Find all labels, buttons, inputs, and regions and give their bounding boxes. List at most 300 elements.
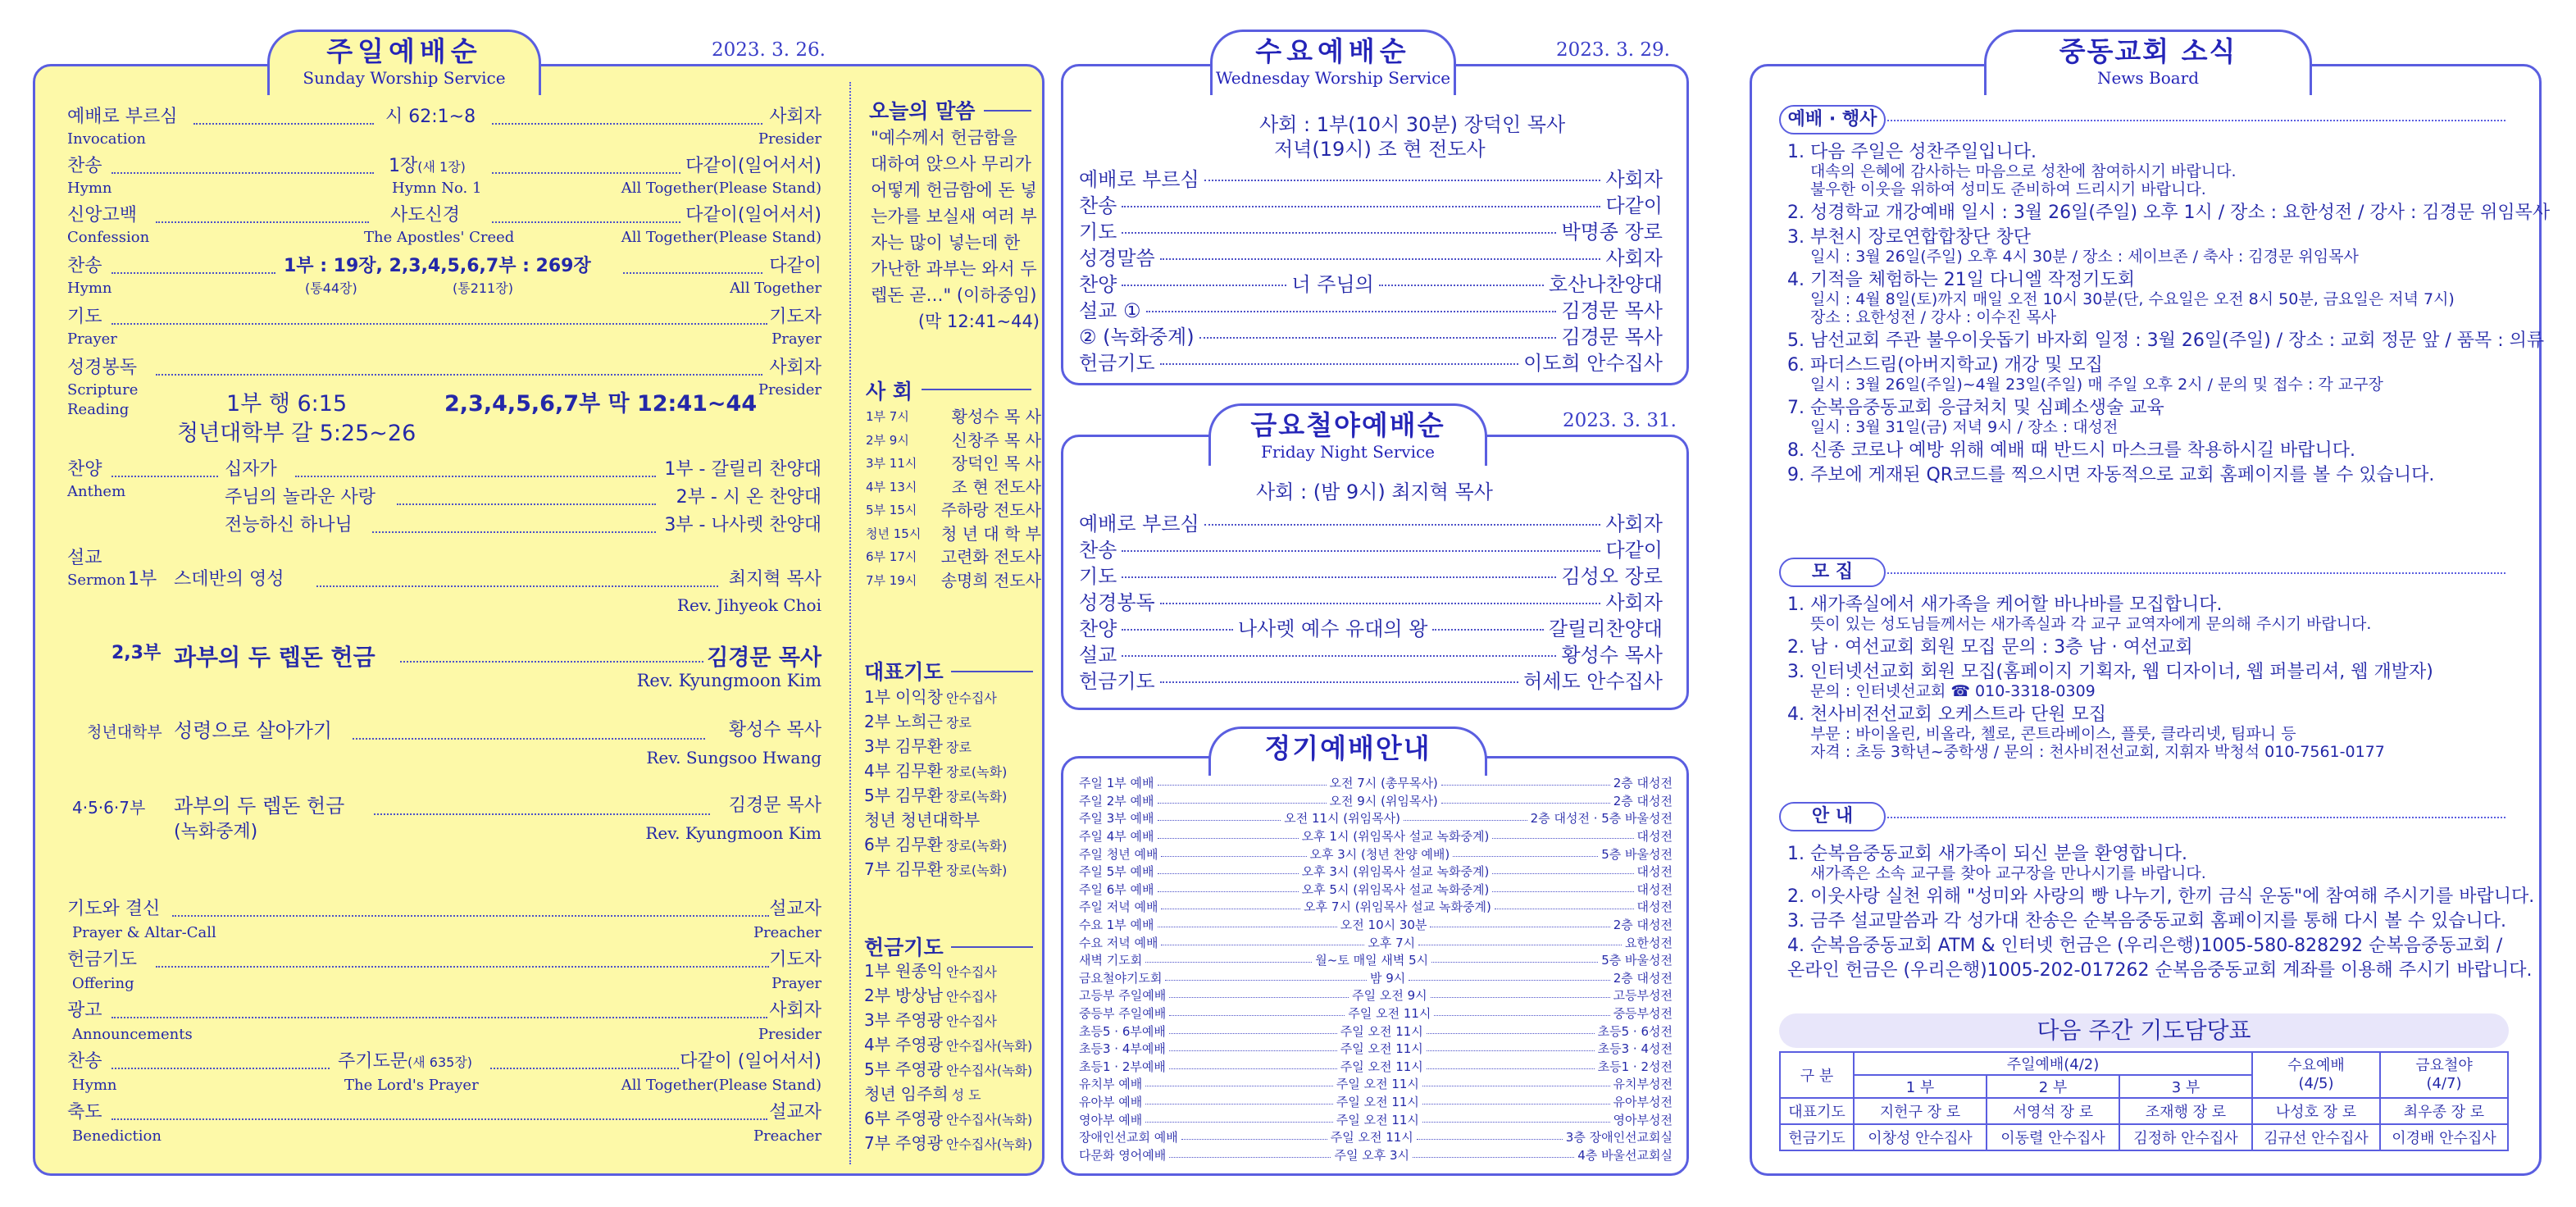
regular-time: 오후 5시 (위임목사 설교 녹화중계) (1301, 881, 1490, 897)
rep-prayer-name: 김무환 (895, 736, 944, 756)
dot-leader (1427, 1068, 1595, 1069)
benediction-label: 축도 (67, 1102, 102, 1123)
rep-prayer-part: 2부 (864, 712, 891, 731)
rep-prayer-name: 김무환 (895, 761, 944, 781)
order-person: 이도희 안수집사 (1523, 351, 1663, 375)
sunday-title: 주일예배순 (326, 35, 482, 67)
pt-h-fri (2380, 1052, 2508, 1098)
regular-service-list (1079, 774, 1673, 1164)
sermon1-part: 1부 (128, 569, 157, 590)
mc-row (866, 452, 1041, 476)
hymn2-mid: 1부 : 19장, 2,3,4,5,6,7부 : 269장 (284, 256, 591, 276)
regular-name: 주일 청년 예배 (1079, 846, 1158, 862)
regular-time: 오전 10시 30분 (1340, 918, 1427, 933)
dot-leader (1422, 1122, 1610, 1123)
news-item: 온라인 헌금은 (우리은행)1005-202-017262 순복음중동교회 계좌를 이용해 주시기 바랍니다. (1787, 960, 2533, 981)
rep-prayer-list (864, 685, 1040, 882)
sermon4-part: 4·5·6·7부 (72, 798, 146, 818)
order-person: 다같이 (1605, 538, 1663, 562)
rep-prayer-name: 김무환 (895, 786, 944, 805)
offering-prayer-row (864, 984, 1040, 1009)
news-item: 4. 천사비전선교회 오케스트라 단원 모집 (1787, 704, 2106, 725)
rep-prayer-title: 장로(녹화) (946, 764, 1008, 780)
order-label: 성경봉독 (1079, 590, 1155, 614)
rep-prayer-row (864, 759, 1040, 784)
news-sec3-pill: 안 내 (1779, 802, 1886, 831)
regular-name: 주일 1부 예배 (1079, 776, 1154, 791)
order-row (1079, 508, 1663, 535)
hymn-right-en: All Together(Please Stand) (621, 180, 821, 197)
hymn-label-en: Hymn (67, 180, 112, 197)
regular-row (1079, 898, 1673, 916)
pt-sub-2: 2 부 (1987, 1075, 2119, 1098)
order-row (1079, 190, 1663, 216)
dot-leader (1169, 1050, 1337, 1051)
offering-prayer-name: 방상남 (895, 986, 944, 1005)
scripture-right-en: Presider (758, 381, 821, 399)
regular-row (1079, 969, 1673, 987)
rep-prayer-title: 장로(녹화) (946, 838, 1008, 854)
dot-leader (1158, 785, 1327, 786)
order-person: 사회자 (1605, 590, 1663, 614)
scripture-label-en2: Reading (67, 401, 130, 418)
sermon4-preacher-en: Rev. Kyungmoon Kim (645, 823, 821, 843)
regular-name: 새벽 기도회 (1079, 953, 1143, 968)
regular-place: 2층 대성전 (1613, 776, 1673, 791)
mc-row (866, 522, 1041, 546)
sunday-subtitle: Sunday Worship Service (303, 68, 506, 88)
dot-leader (1181, 1139, 1327, 1140)
hymn3-label: 찬송 (67, 1051, 102, 1072)
regular-place: 초등1 · 2성전 (1597, 1059, 1673, 1074)
rep-prayer-part: 청년 (864, 810, 896, 830)
dot-leader (1122, 285, 1286, 286)
regular-name: 수요 저녁 예배 (1079, 935, 1158, 950)
regular-name: 초등5 · 6부예배 (1079, 1023, 1166, 1039)
mc-time: 청년 15시 (866, 526, 922, 541)
sermon1-preacher-en: Rev. Jihyeok Choi (676, 595, 821, 615)
mc-time: 2부 9시 (866, 432, 909, 448)
creed-label-en: Confession (67, 229, 150, 246)
rep-prayer-title: 장로(녹화) (946, 863, 1008, 878)
hymn-mid-text: 1장 (389, 156, 418, 176)
scripture-line1a: 1부 행 6:15 (226, 391, 348, 417)
hymn3-mid-en: The Lord's Prayer (344, 1077, 479, 1094)
dot-leader (193, 123, 374, 125)
sunday-date: 2023. 3. 26. (712, 39, 826, 61)
regular-time: 오후 1시 (위임목사 설교 녹화중계) (1301, 829, 1490, 845)
dot-leader (156, 966, 769, 968)
sunday-side-divider (849, 82, 851, 1164)
rep-prayer-name: 이익창 (895, 687, 944, 707)
news-item: 4. 기적을 체험하는 21일 다니엘 작정기도회 (1787, 270, 2135, 290)
friday-host: 사회 : (밤 9시) 최지혁 목사 (1256, 481, 1493, 503)
order-person: 황성수 목사 (1561, 643, 1663, 667)
offering-prayer-name: 주영광 (895, 1010, 944, 1030)
order-row (1079, 269, 1663, 295)
hymn2-right: 다같이 (769, 256, 821, 276)
dot-leader (490, 1068, 679, 1069)
mc-name: 청 년 대 학 부 (940, 523, 1041, 544)
order-label: 예배로 부르심 (1079, 512, 1199, 535)
offering-prayer-name: 주영광 (895, 1059, 944, 1079)
offering-prayer-part: 청년 (864, 1084, 896, 1104)
dot-leader (112, 1068, 330, 1069)
news-item: 2. 성경학교 개강예배 일시 : 3월 26일(주일) 오후 1시 / 장소 : 요한성전 / 강사 : 김경문 위임목사 (1787, 203, 2551, 223)
news-item: 7. 순복음중동교회 응급처치 및 심폐소생술 교육 (1787, 398, 2164, 418)
pt-h-wed-text: 수요예배 (2287, 1057, 2345, 1074)
regular-row (1079, 1093, 1673, 1111)
today-word-line: 대하여 앉으사 무리가 (871, 154, 1031, 174)
dot-leader (1492, 838, 1633, 839)
wednesday-host2: 저녁(19시) 조 현 전도사 (1274, 138, 1486, 161)
hymn2-label: 찬송 (67, 256, 102, 276)
rep-prayer-name: 김무환 (895, 859, 944, 879)
rep-prayer-title: 안수집사 (946, 690, 997, 706)
anthem1: 십자가 (225, 459, 277, 480)
news-sec1-pill: 예배 · 행사 (1779, 105, 1886, 134)
scripture-label-en1: Scripture (67, 381, 139, 399)
hymn-mid (389, 156, 466, 177)
dot-leader (1431, 962, 1598, 963)
offering-prayer-name: 주영광 (895, 1109, 944, 1128)
dot-leader (295, 476, 656, 477)
rep-prayer-name: 청년대학부 (900, 810, 981, 830)
hymn-label: 찬송 (67, 156, 102, 176)
regular-name: 고등부 주일예배 (1079, 988, 1167, 1004)
offering-prayer-part: 4부 (864, 1035, 891, 1054)
wednesday-title-tab (1210, 30, 1456, 95)
offering-prayer-title: 성 도 (951, 1087, 981, 1103)
news-item: 2. 남 · 여선교회 회원 모집 문의 : 3층 남 · 여선교회 (1787, 637, 2193, 658)
offering-prayer-part: 3부 (864, 1010, 891, 1030)
regular-place: 대성전 (1636, 900, 1673, 915)
rep-prayer-name: 노희근 (895, 712, 944, 731)
offering-prayer-name: 원종익 (895, 961, 944, 981)
dot-leader (1434, 1015, 1609, 1016)
mc-name: 장덕인 목 사 (951, 453, 1041, 473)
news-item: 9. 주보에 게재된 QR코드를 찍으시면 자동적으로 교회 홈페이지를 볼 수 있습니다. (1787, 465, 2435, 485)
news-sec1-line (1887, 120, 2505, 121)
order-row (1079, 348, 1663, 374)
dot-leader (1453, 856, 1598, 857)
prayer-table-title-bar (1779, 1013, 2509, 1048)
today-word-line: 는가를 보실새 여러 부 (871, 207, 1037, 226)
regular-row (1079, 1075, 1673, 1093)
mc-row (866, 499, 1041, 522)
sermon1-preacher: 최지혁 목사 (728, 569, 821, 590)
regular-time: 주일 오전 11시 (1336, 1094, 1419, 1109)
dot-leader (1413, 1157, 1574, 1158)
regular-time: 오후 7시 (1368, 935, 1416, 950)
rep-prayer-row (864, 808, 1040, 833)
regular-name: 수요 1부 예배 (1079, 918, 1154, 933)
news-item: 4. 순복음중동교회 ATM & 인터넷 헌금은 (우리은행)1005-580-828292 순복음중동교회 / (1787, 936, 2503, 956)
call-right-en: Presider (758, 130, 821, 148)
rep-prayer-row (864, 784, 1040, 808)
regular-place: 초등5 · 6성전 (1597, 1023, 1673, 1039)
friday-subtitle: Friday Night Service (1260, 442, 1436, 462)
altar-right: 설교자 (769, 899, 821, 919)
rep-prayer-title: 장로(녹화) (946, 789, 1008, 804)
hymn3-label-en: Hymn (72, 1077, 117, 1094)
news-item: 1. 다음 주일은 성찬주일입니다. (1787, 142, 2037, 162)
announce-label-en: Announcements (72, 1026, 193, 1043)
regular-time: 주일 오전 11시 (1336, 1112, 1419, 1127)
regular-time: 주일 오전 11시 (1336, 1077, 1419, 1092)
regular-name: 주일 3부 예배 (1079, 811, 1154, 827)
rep-prayer-part: 5부 (864, 786, 891, 805)
order-person: 김경문 목사 (1561, 298, 1663, 322)
rep-prayer-row (864, 710, 1040, 735)
regular-place: 2층 대성전 (1613, 970, 1673, 986)
regular-place: 초등3 · 4성전 (1597, 1041, 1673, 1057)
regular-row (1079, 827, 1673, 845)
mc-time: 4부 13시 (866, 479, 917, 494)
offering-prayer-row (864, 959, 1040, 984)
dot-leader (1165, 980, 1367, 981)
dot-leader (112, 476, 218, 477)
anthem2: 주님의 놀라운 사랑 (225, 487, 376, 508)
regular-row (1079, 1022, 1673, 1040)
hymn-mid-small: (새 1장) (417, 159, 466, 175)
pt-r1-1: 지헌구 장 로 (1854, 1098, 1987, 1124)
today-word-line: 가난한 과부는 와서 두 (871, 259, 1037, 279)
order-row (1079, 243, 1663, 269)
creed-mid: 사도신경 (390, 205, 461, 225)
news-item-detail: 일시 : 4월 8일(토)까지 매일 오전 10시 30분(단, 수요일은 오전 8시 50분, 금요일은 저녁 7시) (1810, 290, 2455, 308)
dot-leader (1379, 285, 1544, 286)
dot-leader (156, 221, 369, 223)
order-person: 사회자 (1605, 512, 1663, 535)
order-row (1079, 535, 1663, 561)
news-item-detail: 일시 : 3월 31일(금) 저녁 9시 / 장소 : 대성전 (1810, 418, 2119, 436)
dot-leader (623, 272, 762, 274)
mc-time: 6부 17시 (866, 549, 917, 564)
pt-h-gubun: 구 분 (1780, 1052, 1854, 1098)
offering-label-en: Offering (72, 975, 134, 992)
order-row (1079, 666, 1663, 692)
announce-right-en: Presider (758, 1026, 821, 1043)
anthem3-right: 3부 - 나사렛 찬양대 (664, 515, 821, 535)
offering-prayer-row (864, 1107, 1040, 1132)
scripture-right: 사회자 (769, 358, 821, 378)
rep-prayer-part: 6부 (864, 835, 891, 854)
news-item-detail: 일시 : 3월 26일(주일) 오후 4시 30분 / 장소 : 세이브존 / 축사 : 김경문 위임목사 (1810, 248, 2359, 266)
regular-row (1079, 916, 1673, 934)
offering-prayer-title: 안수집사(녹화) (946, 1038, 1033, 1054)
regular-row (1079, 1058, 1673, 1076)
today-word-line: 어떻게 헌금함에 돈 넣 (871, 180, 1037, 200)
dot-leader (492, 172, 680, 174)
pt-r1-5: 최우종 장 로 (2380, 1098, 2508, 1124)
sermon2-part: 2,3부 (112, 643, 162, 663)
mc-list (866, 405, 1041, 592)
regular-row (1079, 1110, 1673, 1128)
mc-name: 주하랑 전도사 (940, 500, 1041, 520)
dot-leader (1431, 997, 1610, 998)
offering-label: 헌금기도 (67, 950, 138, 970)
news-item-detail: 불우한 이웃을 위하여 성미도 준비하여 드리시기 바랍니다. (1810, 180, 2206, 198)
regular-title-tab (1208, 726, 1487, 776)
dot-leader (112, 323, 767, 325)
order-row (1079, 587, 1663, 613)
dot-leader (492, 221, 680, 223)
news-item: 6. 파더스드림(아버지학교) 개강 및 모집 (1787, 355, 2103, 376)
order-row (1079, 640, 1663, 666)
regular-name: 주일 저녁 예배 (1079, 900, 1158, 915)
pt-r2-0: 헌금기도 (1780, 1124, 1854, 1150)
anthem3: 전능하신 하나님 (225, 515, 353, 535)
order-label: 헌금기도 (1079, 351, 1155, 375)
regular-name: 유치부 예배 (1079, 1077, 1143, 1092)
anthem1-right: 1부 - 갈릴리 찬양대 (664, 459, 821, 480)
dot-leader (492, 123, 762, 125)
news-title-tab (1984, 30, 2312, 95)
order-mid: 나사렛 예수 유대의 왕 (1237, 617, 1428, 640)
offering-right-en: Prayer (771, 975, 821, 992)
order-row (1079, 561, 1663, 587)
dot-leader (316, 585, 718, 587)
regular-name: 다문화 영어예배 (1079, 1147, 1167, 1163)
dot-leader (353, 738, 705, 740)
dot-leader (1122, 232, 1556, 234)
dot-leader (1158, 820, 1281, 821)
offering-prayer-row (864, 1058, 1040, 1082)
sermon-label-en: Sermon (67, 572, 126, 589)
offering-prayer-part: 2부 (864, 986, 891, 1005)
dot-leader (1158, 891, 1299, 892)
rep-prayer-row (864, 858, 1040, 882)
altar-label: 기도와 결신 (67, 899, 161, 919)
rep-prayer-row (864, 685, 1040, 710)
mc-row (866, 476, 1041, 499)
regular-time: 주일 오전 11시 (1340, 1059, 1423, 1074)
regular-name: 주일 6부 예배 (1079, 881, 1154, 897)
offering-prayer-name: 주영광 (895, 1133, 944, 1153)
creed-label: 신앙고백 (67, 205, 138, 225)
wednesday-order-list (1079, 164, 1663, 374)
mc-time: 3부 11시 (866, 456, 917, 471)
order-row (1079, 164, 1663, 190)
rep-prayer-name: 김무환 (895, 835, 944, 854)
wednesday-title: 수요예배순 (1255, 35, 1411, 67)
dot-leader (1492, 873, 1633, 874)
sermon2-preacher-en: Rev. Kyungmoon Kim (636, 671, 821, 690)
dot-leader (1204, 180, 1601, 181)
pt-r2-1: 이창성 안수집사 (1854, 1124, 1987, 1150)
dot-leader (374, 813, 710, 815)
pt-r1-3: 조재행 장 로 (2119, 1098, 2252, 1124)
dot-leader (1145, 1122, 1333, 1123)
sermon3-title: 성령으로 살아가기 (174, 719, 333, 742)
regular-title: 정기예배안내 (1264, 732, 1431, 764)
rep-prayer-heading: 대표기도 (864, 660, 944, 684)
dot-leader (1441, 785, 1610, 786)
regular-row (1079, 792, 1673, 810)
regular-row (1079, 809, 1673, 827)
dot-leader (112, 1118, 767, 1120)
regular-place: 요한성전 (1625, 935, 1673, 950)
order-label: 기도 (1079, 564, 1117, 588)
prayer-right-en: Prayer (771, 330, 821, 348)
dot-leader (1122, 550, 1600, 552)
wednesday-subtitle: Wednesday Worship Service (1215, 68, 1451, 88)
regular-name: 초등1 · 2부예배 (1079, 1059, 1166, 1074)
sermon1-title: 스데반의 영성 (174, 569, 284, 590)
dot-leader (1427, 1050, 1595, 1051)
dot-leader (1146, 311, 1557, 312)
prayer-table-title: 다음 주간 기도담당표 (2037, 1017, 2251, 1044)
regular-time: 주일 오전 11시 (1348, 1006, 1431, 1022)
order-row (1079, 216, 1663, 243)
pt-h-wed-date: (4/5) (2298, 1075, 2334, 1092)
today-word-line: 렙돈 곧…" (이하중임) (871, 285, 1037, 305)
anthem2-right: 2부 - 시 온 찬양대 (676, 487, 821, 508)
call-right: 사회자 (769, 107, 821, 127)
rep-prayer-title: 장로 (946, 740, 972, 755)
call-label-en: Invocation (67, 130, 146, 148)
news-sec3-line (1887, 817, 2505, 818)
anthem-label: 찬양 (67, 459, 102, 480)
order-row (1079, 613, 1663, 640)
regular-row (1079, 1128, 1673, 1146)
altar-right-en: Preacher (753, 924, 821, 941)
news-sec1-list (1787, 142, 2551, 485)
regular-row (1079, 951, 1673, 969)
news-sec2-list (1787, 595, 2525, 761)
news-subtitle: News Board (2096, 68, 2200, 88)
pt-h-fri-text: 금요철야 (2415, 1057, 2473, 1074)
offering-prayer-rule (951, 946, 1033, 948)
order-person: 다같이 (1605, 194, 1663, 217)
regular-name: 유아부 예배 (1079, 1094, 1143, 1109)
mc-row (866, 545, 1041, 569)
offering-prayer-part: 6부 (864, 1109, 891, 1128)
dot-leader (1169, 997, 1349, 998)
order-person: 허세도 안수집사 (1523, 669, 1663, 693)
offering-prayer-name: 임주희 (900, 1084, 949, 1104)
news-item-detail: 부문 : 바이올린, 비올라, 첼로, 콘트라베이스, 플룻, 클라리넷, 팀파니 등 (1810, 725, 2296, 743)
rep-prayer-part: 3부 (864, 736, 891, 756)
dot-leader (1441, 803, 1610, 804)
wednesday-date: 2023. 3. 29. (1556, 39, 1670, 61)
regular-place: 5층 바울성전 (1601, 953, 1673, 968)
regular-place: 중등부성전 (1613, 1006, 1673, 1022)
sermon4-preacher: 김경문 목사 (728, 795, 821, 816)
mc-row (866, 569, 1041, 593)
wednesday-host1: 사회 : 1부(10시 30분) 장덕인 목사 (1259, 113, 1566, 136)
benediction-right: 설교자 (769, 1102, 821, 1123)
mc-name: 송명희 전도사 (940, 570, 1041, 590)
regular-place: 유아부성전 (1613, 1094, 1673, 1109)
sermon2-preacher: 김경문 목사 (707, 645, 821, 671)
hymn2-mid-b: (통211장) (453, 280, 513, 296)
news-item-detail: 대속의 은혜에 감사하는 마음으로 성찬에 참여하시기 바랍니다. (1810, 162, 2237, 180)
news-item: 8. 신종 코로나 예방 위해 예배 때 반드시 마스크를 착용하시길 바랍니다. (1787, 440, 2355, 461)
offering-prayer-name: 주영광 (895, 1035, 944, 1054)
creed-right: 다같이(일어서서) (685, 205, 821, 225)
dot-leader (1160, 681, 1518, 683)
regular-time: 주일 오후 3시 (1334, 1147, 1409, 1163)
offering-prayer-title: 안수집사(녹화) (946, 1063, 1033, 1078)
sermon3-preacher-en: Rev. Sungsoo Hwang (646, 748, 821, 767)
dot-leader (1122, 206, 1600, 207)
regular-time: 월~토 매일 새벽 5시 (1315, 953, 1429, 968)
news-item-detail: 문의 : 인터넷선교회 ☎ 010-3318-0309 (1810, 682, 2096, 700)
order-person: 호산나찬양대 (1548, 272, 1663, 296)
offering-prayer-part: 1부 (864, 961, 891, 981)
